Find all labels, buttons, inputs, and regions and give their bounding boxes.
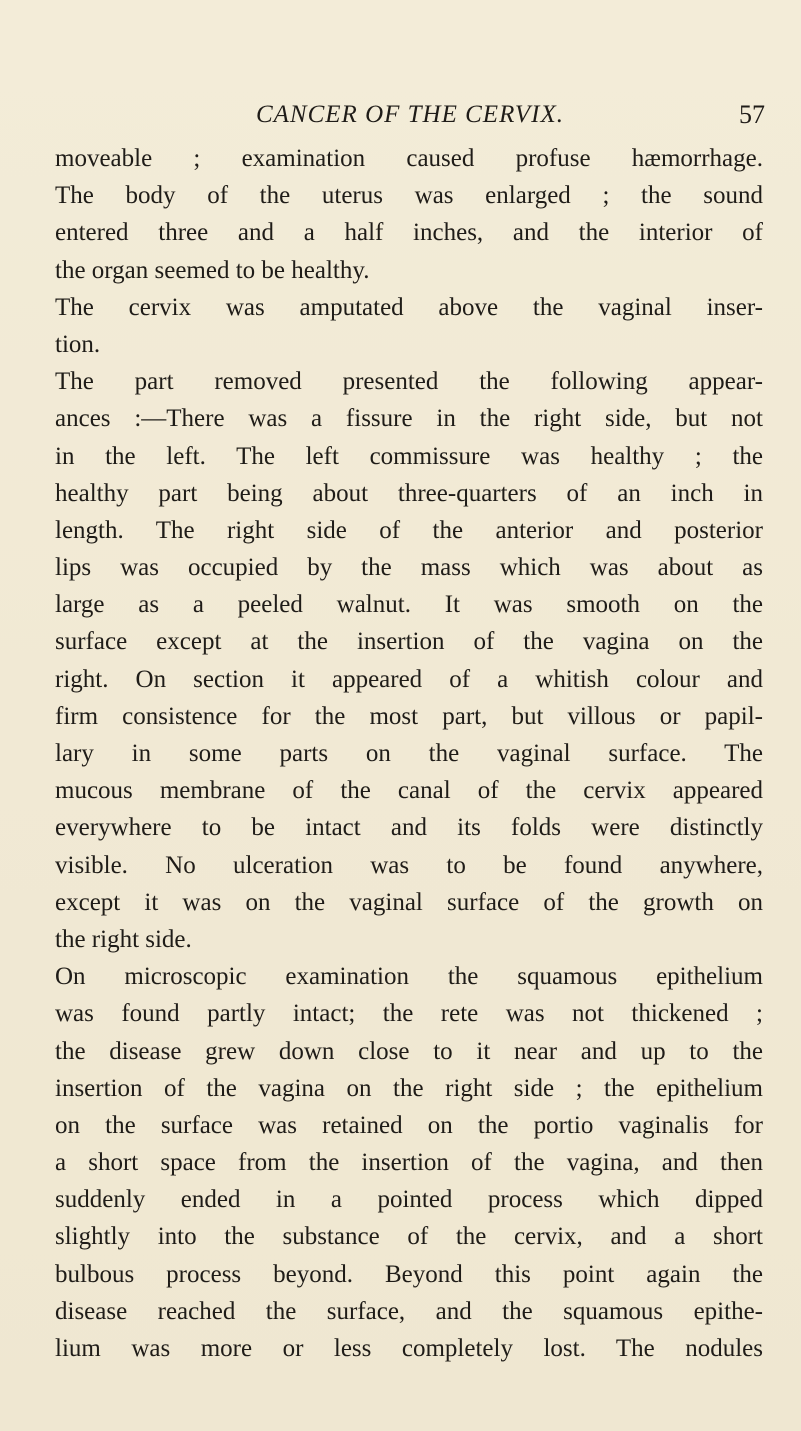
text-line: was found partly intact; the rete was not thickened ; (55, 1000, 763, 1028)
body-text (55, 140, 763, 1367)
text-line: on the surface was retained on the portio vaginalis for (55, 1111, 763, 1139)
text-line: the right side. (55, 925, 192, 953)
text-line: bulbous process beyond. Beyond this point again the (55, 1260, 763, 1288)
text-line: except it was on the vaginal surface of the growth on (55, 888, 763, 916)
running-title: CANCER OF THE CERVIX. (255, 101, 565, 128)
text-line: lary in some parts on the vaginal surface. The (55, 740, 763, 767)
text-line: right. On section it appeared of a whitish colour and (55, 665, 763, 693)
text-line: disease reached the surface, and the squamous epithe- (55, 1297, 763, 1325)
text-line: mucous membrane of the canal of the cervix appeared (55, 777, 763, 805)
text-line: firm consistence for the most part, but villous or papil- (55, 702, 763, 730)
text-line: On microscopic examination the squamous epithelium (55, 963, 763, 991)
text-line: moveable ; examination caused profuse hæmorrhage. (55, 145, 763, 172)
text-line: surface except at the insertion of the vagina on the (55, 628, 763, 656)
text-line: length. The right side of the anterior and posterior (55, 516, 763, 544)
text-line: a short space from the insertion of the vagina, and then (55, 1149, 763, 1177)
text-line: lips was occupied by the mass which was about as (55, 554, 763, 582)
text-line: ances :—There was a fissure in the right side, but not (55, 405, 763, 433)
page-number: 57 (739, 100, 765, 129)
text-line: The cervix was amputated above the vaginal inser- (55, 293, 763, 321)
text-line: The part removed presented the following appear- (55, 368, 763, 396)
text-line: entered three and a half inches, and the interior of (55, 219, 763, 247)
text-line: tion. (55, 330, 101, 358)
text-line: lium was more or less completely lost. The nodules (55, 1335, 763, 1362)
text-line: suddenly ended in a pointed process which dipped (55, 1186, 763, 1214)
text-line: large as a peeled walnut. It was smooth on the (55, 591, 763, 619)
text-line: slightly into the substance of the cervix, and a short (55, 1223, 763, 1251)
text-line: the organ seemed to be healthy. (55, 256, 370, 284)
text-line: insertion of the vagina on the right side ; the epithelium (55, 1074, 763, 1102)
text-line: The body of the uterus was enlarged ; the sound (55, 182, 763, 210)
text-line: in the left. The left commissure was healthy ; the (55, 442, 763, 470)
text-line: everywhere to be intact and its folds were distinctly (55, 814, 763, 842)
text-line: the disease grew down close to it near and up to the (55, 1037, 763, 1065)
page-header (55, 98, 765, 132)
text-line: visible. No ulceration was to be found anywhere, (55, 851, 763, 879)
text-line: healthy part being about three-quarters of an inch in (55, 479, 763, 507)
